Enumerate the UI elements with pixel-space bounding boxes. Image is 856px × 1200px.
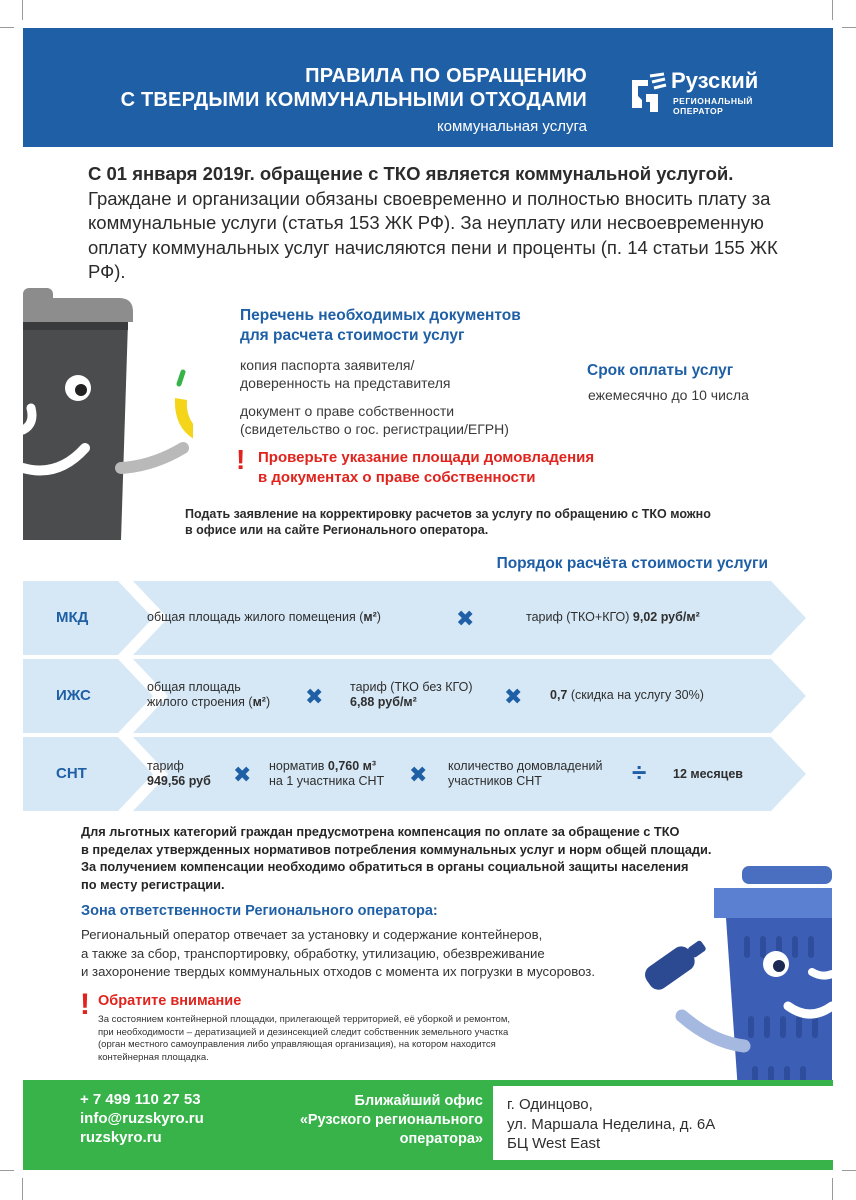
responsibility-heading: Зона ответственности Регионального оператора: [81,903,438,919]
crop-mark [832,0,833,20]
cell-value: 0,760 м³ [327,759,377,773]
responsibility-line: Региональный оператор отвечает за установку и содержание контейнеров, [81,927,543,942]
cell-text: норматив [269,759,328,773]
calc-row-snt [23,737,806,811]
calc-row-izhs [23,659,806,733]
cell-text: (скидка на услугу 30%) [567,688,704,702]
document-item-line: копия паспорта заявителя/ [240,357,415,373]
documents-heading [240,306,521,346]
crop-mark [22,1178,23,1200]
cell-text: тариф [147,759,184,773]
office-label-line: Ближайший офис [354,1093,483,1109]
calc-cell-months: 12 месяцев [673,767,743,781]
title-line: С ТВЕРДЫМИ КОММУНАЛЬНЫМИ ОТХОДАМИ [120,89,587,111]
compensation-line: Для льготных категорий граждан предусмотрена компенсация по оплате за обращение с ТКО [81,824,680,839]
crop-mark [22,0,23,20]
intro-text: Граждане и организации обязаны своевременно и полностью вносить плату за коммунальные услуги (статья 153 ЖК РФ). За неуплату или несвоевременную оплату коммунальных услуг начисляются пени и проценты (п. 14 статьи 155 ЖК РФ). [88,187,778,282]
crop-mark [0,27,14,28]
documents-warning [258,448,594,488]
crop-mark [0,1170,14,1171]
crop-mark [832,1178,833,1200]
attention-line: при необходимости – дератизацией и дезинсекцией следит собственник земельного участка [98,1026,509,1038]
correction-note-line: в офисе или на сайте Регионального оператора. [185,523,489,537]
header-banner [23,28,833,147]
crop-mark [842,27,856,28]
attention-line: (орган местного самоуправления либо управляющая организация), на котором находится [98,1039,496,1050]
cell-unit: м² [252,695,266,709]
compensation-line: в пределах утвержденных нормативов потребления коммунальных услуг и норм общей площади. [81,841,712,857]
cell-unit: м² [363,610,377,624]
documents-heading-line: Перечень необходимых документов [240,307,521,324]
page-title [121,64,587,112]
cell-text: жилого строения ( [147,695,253,709]
responsibility-line: и захоронение твердых коммунальных отходов с момента их погрузки в мусоровоз. [81,964,596,979]
footer-address-box [493,1086,833,1160]
compensation-block [81,823,711,893]
responsibility-line: а также за сбор, транспортировку, обработку, утилизацию, обезвреживание [81,945,545,961]
cell-value: 9,02 руб/м² [632,610,700,624]
attention-heading: Обратите внимание [98,993,242,1009]
cell-text: участников СНТ [448,774,542,788]
cell-value: 949,56 руб [147,774,211,788]
multiply-icon: ✖ [233,762,252,787]
crop-mark [842,1170,856,1171]
cell-text: тариф (ТКО+КГО) [526,610,633,624]
cell-value: 0,7 [550,688,568,702]
logo-tag-line: РЕГИОНАЛЬНЫЙ [673,96,753,106]
multiply-icon: ✖ [456,606,475,631]
row-label: СНТ [56,765,87,782]
warning-line: Проверьте указание площади домовладения [258,449,595,466]
document-item [240,402,509,438]
cell-text-line [269,759,384,774]
documents-heading-line: для расчета стоимости услуг [240,327,465,344]
row-label: МКД [56,609,89,626]
calc-row-mkd [23,581,806,655]
compensation-line: по месту регистрации. [81,876,225,892]
multiply-icon: ✖ [504,684,523,709]
cell-value: 6,88 руб/м² [350,695,417,709]
calc-cell [550,688,704,703]
calc-cell [526,610,700,625]
attention-line: контейнерная площадка. [98,1051,209,1063]
footer-office-label [300,1092,483,1149]
logo-tagline [673,96,753,116]
cell-text: общая площадь жилого помещения ( [147,610,364,624]
grey-bin-mascot-illustration [23,288,193,546]
warning-line: в документах о праве собственности [258,469,536,486]
cell-text: на 1 участника СНТ [269,774,385,788]
intro-lead: С 01 января 2019г. обращение с ТКО является коммунальной услугой. [88,163,734,184]
calc-cell [269,759,384,789]
calc-cell [448,759,602,789]
email-link[interactable]: info@ruzskyro.ru [80,1110,204,1127]
cell-text: общая площадь [147,680,241,694]
cell-text-line: жилого строения (м²) [147,695,271,709]
logo-tag-line: ОПЕРАТОР [673,106,724,116]
exclamation-icon: ! [80,988,90,1021]
intro-block [88,162,808,285]
row-label: ИЖС [56,687,91,704]
calc-cell [147,680,270,710]
office-label-line: оператора» [399,1131,483,1147]
responsibility-text [81,926,595,982]
attention-line: За состоянием контейнерной площадки, прилегающей территорией, её уборкой и ремонтом, [98,1014,510,1025]
calc-cell [350,680,473,710]
page-subtitle: коммунальная услуга [436,118,587,135]
phone-link[interactable]: + 7 499 110 27 53 [80,1091,201,1108]
calc-cell: общая площадь жилого помещения (м²) [147,610,381,624]
footer-bar [23,1080,833,1170]
multiply-icon: ✖ [305,684,324,709]
correction-note-line: Подать заявление на корректировку расчетов за услугу по обращению с ТКО можно [185,507,711,521]
website-link[interactable]: ruzskyro.ru [80,1129,162,1146]
cell-text: количество домовладений [448,759,603,773]
exclamation-icon: ! [236,444,246,475]
logo-name: Рузский [671,68,759,93]
multiply-icon: ✖ [409,762,428,787]
calc-heading: Порядок расчёта стоимости услуги [496,555,768,572]
title-line: ПРАВИЛА ПО ОБРАЩЕНИЮ [305,65,587,87]
footer-contacts [80,1090,204,1147]
address-line: г. Одинцово, [507,1096,593,1113]
payment-heading: Срок оплаты услуг [587,362,734,379]
footer-address [507,1095,715,1154]
logo-icon [628,72,668,116]
correction-note [185,506,711,538]
attention-text [98,1014,510,1064]
document-item [240,356,451,392]
address-line: ул. Маршала Неделина, д. 6А [507,1115,716,1133]
cell-text: тариф (ТКО без КГО) [350,680,473,694]
calc-cell [147,759,211,789]
office-label-line: «Рузского регионального [299,1112,483,1128]
document-item-line: документ о праве собственности [240,403,455,419]
document-item-line: (свидетельство о гос. регистрации/ЕГРН) [240,421,509,437]
payment-text: ежемесячно до 10 числа [588,387,749,403]
document-item-line: доверенность на представителя [240,375,451,391]
address-line: БЦ West East [507,1135,601,1152]
compensation-line: За получением компенсации необходимо обратиться в органы социальной защиты населения [81,859,689,874]
divide-icon: ÷ [632,757,647,787]
